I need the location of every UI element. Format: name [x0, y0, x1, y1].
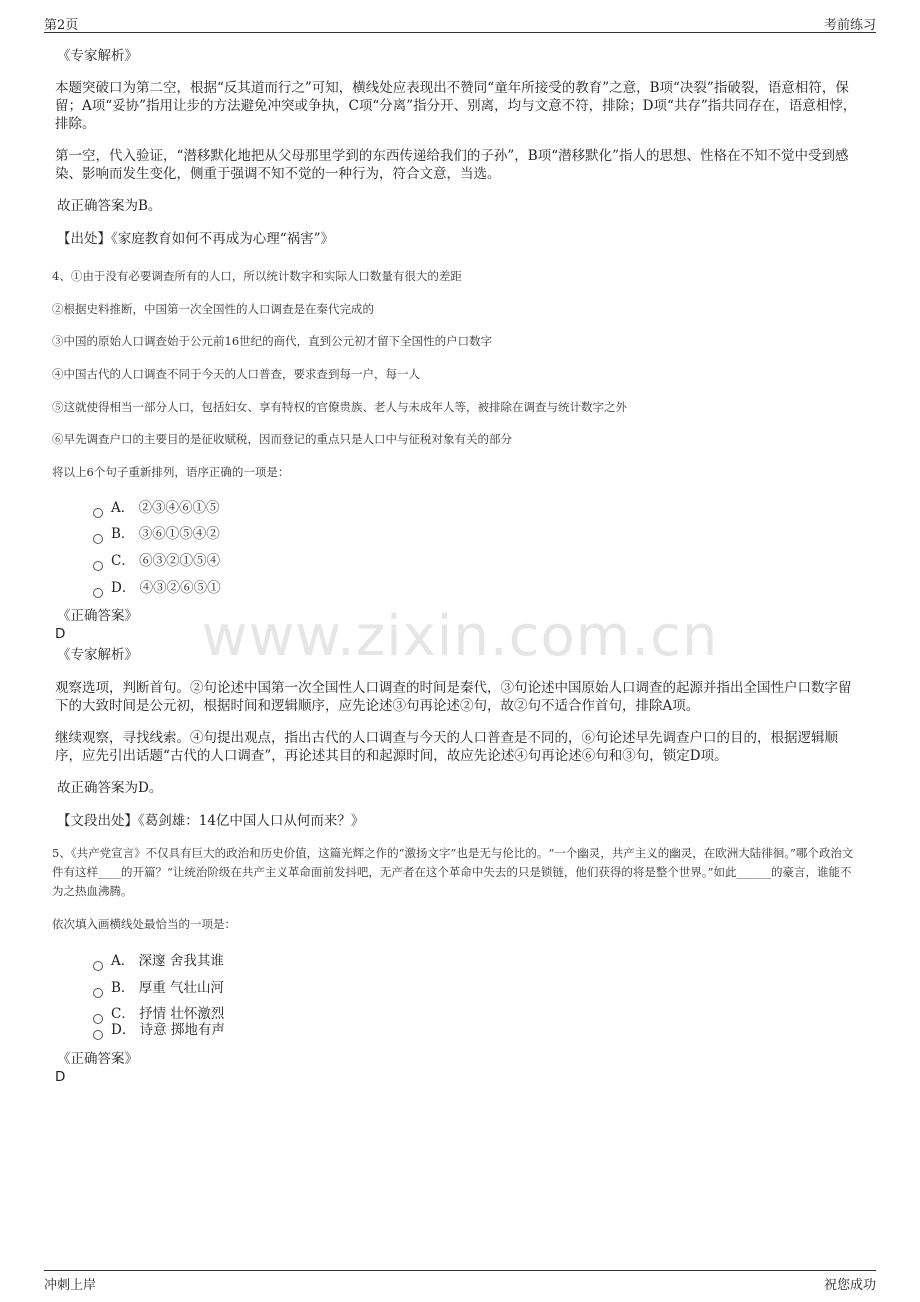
q5-passage: 5、《共产党宣言》不仅具有巨大的政治和历史价值，这篇光辉之作的“激扬文字”也是无与伦比的。“一个幽灵，共产主义的幽灵，在欧洲大陆徘徊。”哪个政治文件有这样____的开篇？“让统治阶级在共产主义革命面前发抖吧，无产者在这个革命中失去的只是锁链，他们获得的将是整个世界。”如此______的豪言，谁能不为之热血沸腾。 [52, 846, 854, 898]
q4-answer: D [55, 626, 66, 642]
q5-option-b[interactable]: B． 厚重 气壮山河 [93, 979, 224, 997]
q4-stem: 将以上6个句子重新排列，语序正确的一项是： [52, 465, 290, 479]
q4-answer-heading: 《正确答案》 [57, 608, 138, 624]
radio-icon[interactable] [93, 508, 103, 518]
q4-sentence-3: ③中国的原始人口调查始于公元前16世纪的商代，直到公元初才留下全国性的户口数字 [52, 334, 493, 348]
radio-icon[interactable] [93, 588, 103, 598]
q4-sentence-5: ⑤这就使得相当一部分人口，包括妇女、享有特权的官僚贵族、老人与未成年人等，被排除在调查与统计数字之外 [52, 400, 627, 414]
q4-option-d[interactable]: D． ④③②⑥⑤① [93, 579, 221, 597]
q4-option-b[interactable]: B． ③⑥①⑤④② [93, 525, 220, 543]
radio-icon[interactable] [93, 988, 103, 998]
q5-stem: 依次填入画横线处最恰当的一项是： [52, 917, 236, 931]
q4-analysis-p1: 观察选项，判断首句。②句论述中国第一次全国性人口调查的时间是秦代，③句论述中国原始人口调查的起源并指出全国性户口数字留下的大致时间是公元初，根据时间和逻辑顺序，应先论述③句再论述②句，故②句不适合作首句，排除A项。 [55, 680, 852, 714]
q3-expert-heading: 《专家解析》 [57, 48, 138, 64]
radio-icon[interactable] [93, 961, 103, 971]
q5-option-a[interactable]: A． 深邃 舍我其谁 [93, 952, 224, 970]
q4-analysis-p2: 继续观察，寻找线索。④句提出观点，指出古代的人口调查与今天的人口普查是不同的，⑥句论述早先调查户口的目的，根据逻辑顺序，应先引出话题“古代的人口调查”，再论述其目的和起源时间，故应先论述④句再论述⑥句和③句，锁定D项。 [55, 730, 838, 764]
q5-option-d[interactable]: D． 诗意 掷地有声 [93, 1021, 225, 1039]
q4-option-a[interactable]: A． ②③④⑥①⑤ [93, 499, 220, 517]
q3-analysis-p2: 第一空，代入验证，“潜移默化地把从父母那里学到的东西传递给我们的子孙”，B项“潜移默化”指人的思想、性格在不知不觉中受到感染、影响而发生变化，侧重于强调不知不觉的一种行为，符合文意，当选。 [55, 148, 849, 182]
q4-conclusion: 故正确答案为D。 [57, 780, 163, 796]
q5-answer: D [55, 1069, 66, 1085]
q4-expert-heading: 《专家解析》 [57, 647, 138, 663]
page-number: 第2页 [44, 18, 79, 33]
q5-option-c[interactable]: C． 抒情 壮怀激烈 [93, 1005, 224, 1023]
q4-source: 【文段出处】《葛剑雄：14亿中国人口从何而来？》 [57, 813, 365, 829]
q3-source: 【出处】《家庭教育如何不再成为心理“祸害”》 [57, 231, 335, 247]
q4-sentence-1: 4、①由于没有必要调查所有的人口，所以统计数字和实际人口数量有很大的差距 [52, 269, 462, 283]
q5-answer-heading: 《正确答案》 [57, 1051, 138, 1067]
header-label: 考前练习 [823, 18, 876, 33]
q4-sentence-2: ②根据史料推断，中国第一次全国性的人口调查是在秦代完成的 [52, 302, 374, 316]
watermark: www.zixin.com.cn [201, 604, 719, 669]
page-footer [44, 1270, 876, 1291]
q4-sentence-4: ④中国古代的人口调查不同于今天的人口普查，要求查到每一户，每一人 [52, 367, 420, 381]
page-header [44, 12, 876, 33]
q4-sentence-6: ⑥早先调查户口的主要目的是征收赋税，因而登记的重点只是人口中与征税对象有关的部分 [52, 432, 512, 446]
radio-icon[interactable] [93, 534, 103, 544]
footer-right-label: 祝您成功 [823, 1278, 876, 1293]
q3-analysis-p1: 本题突破口为第二空，根据“反其道而行之”可知，横线处应表现出不赞同“童年所接受的教育”之意，B项“决裂”指破裂，语意相符，保留；A项“妥协”指用让步的方法避免冲突或争执，C项“分离”指分开、别离，均与文意不符，排除；D项“共存”指共同存在，语意相悖，排除。 [55, 80, 857, 132]
q3-conclusion: 故正确答案为B。 [57, 198, 162, 214]
radio-icon[interactable] [93, 1030, 103, 1040]
q4-option-c[interactable]: C． ⑥③②①⑤④ [93, 552, 220, 570]
radio-icon[interactable] [93, 561, 103, 571]
footer-left-label: 冲刺上岸 [44, 1278, 97, 1293]
